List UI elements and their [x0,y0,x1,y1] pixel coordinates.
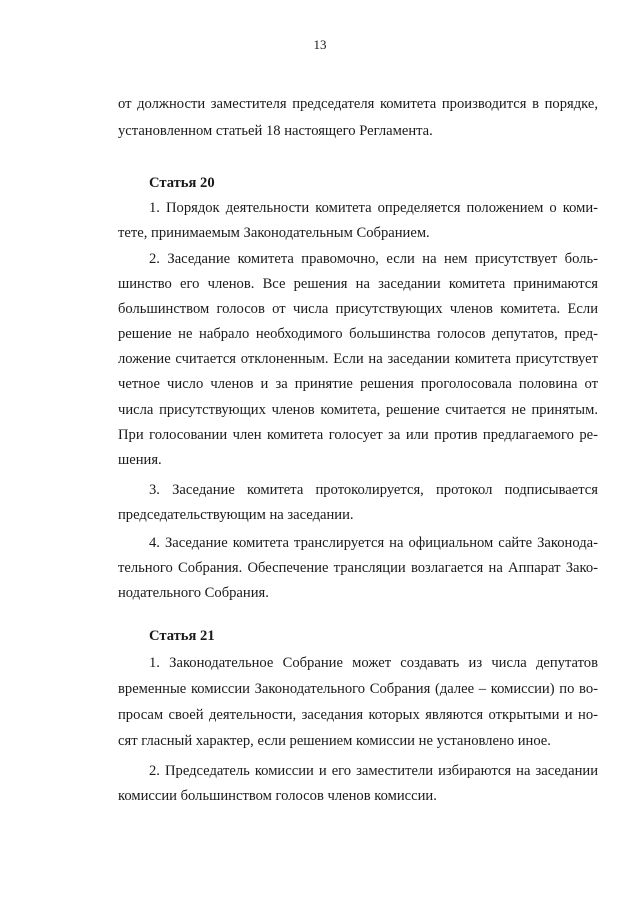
text-line: временные комиссии Законодательного Собрания (далее – комиссии) по во- [118,681,598,697]
text-line: тельного Собрания. Обеспечение трансляции возлагается на Аппарат Зако- [118,560,598,576]
article-20-heading: Статья 20 [149,175,215,191]
text-line: комиссии большинством голосов членов комиссии. [118,788,437,804]
text-line: 2. Председатель комиссии и его заместители избираются на заседании [149,763,598,779]
text-line: 3. Заседание комитета протоколируется, протокол подписывается [149,482,598,498]
text-line: от должности заместителя председателя комитета производится в порядке, [118,96,598,112]
text-line: ложение считается отклоненным. Если на заседании комитета присутствует [118,351,598,367]
text-line: сят гласный характер, если решением комиссии не установлено иное. [118,733,551,749]
text-line: председательствующим на заседании. [118,507,354,523]
text-line: шинство его членов. Все решения на заседании комитета принимаются [118,276,598,292]
text-line: 1. Порядок деятельности комитета определяется положением о коми- [149,200,598,216]
text-line: При голосовании член комитета голосует за или против предлагаемого ре- [118,427,598,443]
text-line: тете, принимаемым Законодательным Собранием. [118,225,430,241]
text-line: большинством голосов от числа присутствующих членов комитета. Если [118,301,598,317]
text-line: 2. Заседание комитета правомочно, если на нем присутствует боль- [149,251,598,267]
text-line: шения. [118,452,162,468]
text-line: числа присутствующих членов комитета, решение считается не принятым. [118,402,598,418]
text-line: решение не набрало необходимого большинства голосов депутатов, пред- [118,326,598,342]
text-line: нодательного Собрания. [118,585,269,601]
text-line: 1. Законодательное Собрание может создавать из числа депутатов [149,655,598,671]
article-21-heading: Статья 21 [149,628,215,644]
text-line: просам своей деятельности, заседания которых являются открытыми и но- [118,707,598,723]
page-number: 13 [313,37,327,52]
text-line: установленном статьей 18 настоящего Регламента. [118,123,433,139]
text-line: 4. Заседание комитета транслируется на официальном сайте Законода- [149,535,598,551]
text-line: четное число членов и за принятие решения проголосовала половина от [118,376,598,392]
